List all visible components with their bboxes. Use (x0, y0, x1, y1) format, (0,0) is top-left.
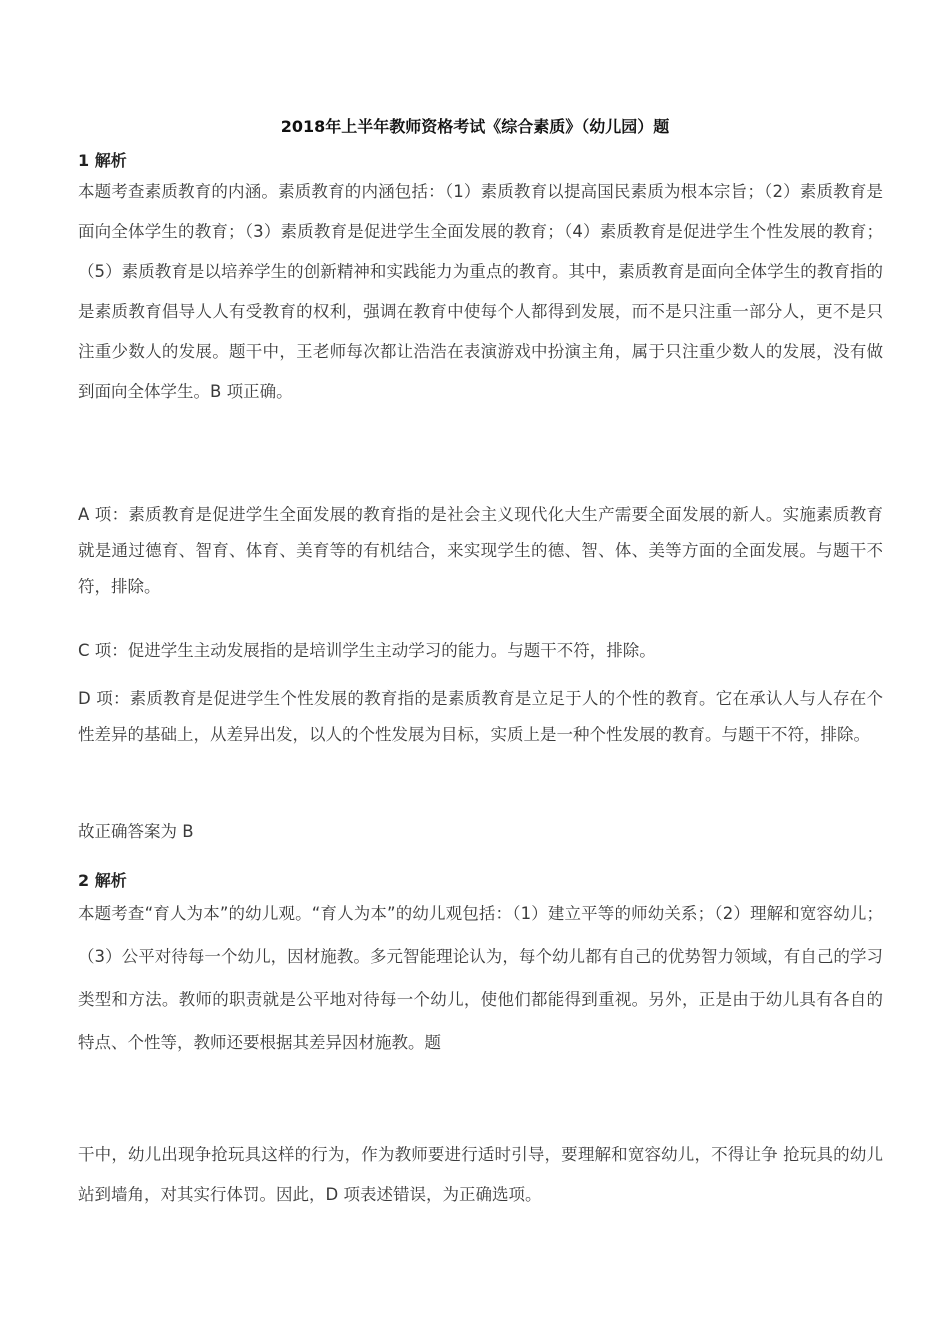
q1-analysis-paragraph: 本题考查素质教育的内涵。素质教育的内涵包括：（1）素质教育以提高国民素质为根本宗旨；（2）素质教育是面向全体学生的教育；（3）素质教育是促进学生全面发展的教育；（4）素质教育是促进学生个性发展的教育；（5）素质教育是以培养学生的创新精神和实践能力为重点的教育。其中，素质教育是面向全体学生的教育指的是素质教育倡导人人有受教育的权利，强调在教育中使每个人都得到发展，而不是只注重一部分人，更不是只注重少数人的发展。题干中，王老师每次都让浩浩在表演游戏中扮演主角，属于只注重少数人的发展，没有做到面向全体学生。B 项正确。 (78, 182, 883, 401)
q2-analysis-continued: 干中，幼儿出现争抢玩具这样的行为，作为教师要进行适时引导，要理解和宽容幼儿，不得让争 抢玩具的幼儿站到墙角，对其实行体罚。因此，D 项表述错误，为正确选项。 (78, 1145, 883, 1204)
q1-option-d-paragraph: D 项：素质教育是促进学生个性发展的教育指的是素质教育是立足于人的个性的教育。它在承认人与人存在个性差异的基础上，从差异出发，以人的个性发展为目标，实质上是一种个性发展的教育。与题干不符，排除。 (78, 689, 883, 744)
q1-answer: 故正确答案为 B (78, 822, 194, 841)
q2-heading: 2 解析 (78, 871, 127, 890)
q1-option-c-paragraph: C 项：促进学生主动发展指的是培训学生主动学习的能力。与题干不符，排除。 (78, 641, 656, 660)
q1-heading: 1 解析 (78, 151, 127, 170)
q2-analysis-paragraph: 本题考查“育人为本”的幼儿观。“育人为本”的幼儿观包括：（1）建立平等的师幼关系；（2）理解和宽容幼儿；（3）公平对待每一个幼儿，因材施教。多元智能理论认为，每个幼儿都有自己的优势智力领域，有自己的学习类型和方法。教师的职责就是公平地对待每一个幼儿，使他们都能得到重视。另外，正是由于幼儿具有各自的特点、个性等，教师还要根据其差异因材施教。题 (78, 904, 883, 1052)
q1-option-a-paragraph: A 项：素质教育是促进学生全面发展的教育指的是社会主义现代化大生产需要全面发展的新人。实施素质教育就是通过德育、智育、体育、美育等的有机结合，来实现学生的德、智、体、美等方面的全面发展。与题干不符，排除。 (78, 505, 883, 596)
page-title: 2018年上半年教师资格考试《综合素质》（幼儿园）题 (280, 117, 670, 136)
